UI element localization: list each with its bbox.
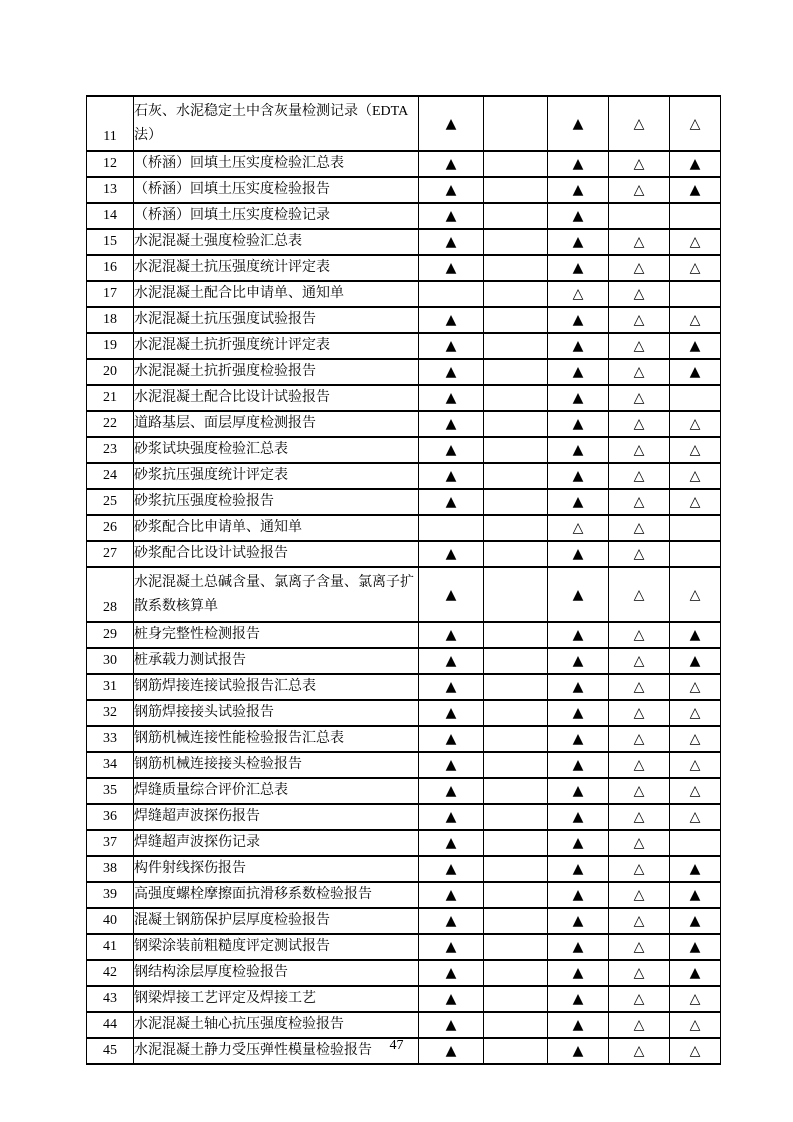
row-number: 41 xyxy=(87,934,134,960)
table-row xyxy=(87,177,721,203)
hollow-triangle-mark: △ xyxy=(609,804,670,830)
filled-triangle-mark: ▲ xyxy=(670,151,721,177)
row-number: 20 xyxy=(87,359,134,385)
filled-triangle-mark: ▲ xyxy=(419,856,484,882)
empty-mark-cell xyxy=(484,960,548,986)
row-number: 29 xyxy=(87,622,134,648)
hollow-triangle-mark: △ xyxy=(609,96,670,151)
filled-triangle-mark: ▲ xyxy=(419,177,484,203)
filled-triangle-mark: ▲ xyxy=(670,908,721,934)
record-name: （桥涵）回填土压实度检验汇总表 xyxy=(134,151,419,177)
filled-triangle-mark: ▲ xyxy=(548,489,609,515)
row-number: 43 xyxy=(87,986,134,1012)
filled-triangle-mark: ▲ xyxy=(419,726,484,752)
filled-triangle-mark: ▲ xyxy=(548,307,609,333)
row-number: 16 xyxy=(87,255,134,281)
filled-triangle-mark: ▲ xyxy=(419,307,484,333)
page-number: 47 xyxy=(389,1038,404,1053)
empty-mark-cell xyxy=(609,203,670,229)
table-row xyxy=(87,726,721,752)
table-row xyxy=(87,908,721,934)
hollow-triangle-mark: △ xyxy=(670,986,721,1012)
hollow-triangle-mark: △ xyxy=(609,908,670,934)
filled-triangle-mark: ▲ xyxy=(670,333,721,359)
table-row xyxy=(87,255,721,281)
filled-triangle-mark: ▲ xyxy=(419,960,484,986)
hollow-triangle-mark: △ xyxy=(609,151,670,177)
filled-triangle-mark: ▲ xyxy=(419,385,484,411)
empty-mark-cell xyxy=(484,411,548,437)
empty-mark-cell xyxy=(484,359,548,385)
empty-mark-cell xyxy=(484,333,548,359)
filled-triangle-mark: ▲ xyxy=(548,1012,609,1038)
hollow-triangle-mark: △ xyxy=(609,229,670,255)
filled-triangle-mark: ▲ xyxy=(548,203,609,229)
record-name: 钢梁涂装前粗糙度评定测试报告 xyxy=(134,934,419,960)
row-number: 40 xyxy=(87,908,134,934)
filled-triangle-mark: ▲ xyxy=(419,359,484,385)
empty-mark-cell xyxy=(484,463,548,489)
row-number: 13 xyxy=(87,177,134,203)
empty-mark-cell xyxy=(484,700,548,726)
filled-triangle-mark: ▲ xyxy=(419,541,484,567)
filled-triangle-mark: ▲ xyxy=(419,255,484,281)
hollow-triangle-mark: △ xyxy=(670,726,721,752)
filled-triangle-mark: ▲ xyxy=(419,567,484,622)
filled-triangle-mark: ▲ xyxy=(419,1012,484,1038)
row-number: 39 xyxy=(87,882,134,908)
hollow-triangle-mark: △ xyxy=(609,255,670,281)
empty-mark-cell xyxy=(419,515,484,541)
hollow-triangle-mark: △ xyxy=(670,411,721,437)
inspection-records-table xyxy=(86,95,721,1065)
hollow-triangle-mark: △ xyxy=(609,437,670,463)
row-number: 30 xyxy=(87,648,134,674)
filled-triangle-mark: ▲ xyxy=(548,463,609,489)
filled-triangle-mark: ▲ xyxy=(419,804,484,830)
filled-triangle-mark: ▲ xyxy=(548,151,609,177)
record-name: 石灰、水泥稳定土中含灰量检测记录（EDTA法） xyxy=(134,96,419,151)
hollow-triangle-mark: △ xyxy=(548,515,609,541)
row-number: 23 xyxy=(87,437,134,463)
record-name: 构件射线探伤报告 xyxy=(134,856,419,882)
filled-triangle-mark: ▲ xyxy=(548,333,609,359)
hollow-triangle-mark: △ xyxy=(670,96,721,151)
filled-triangle-mark: ▲ xyxy=(548,385,609,411)
empty-mark-cell xyxy=(484,830,548,856)
row-number: 14 xyxy=(87,203,134,229)
record-name: 砂浆配合比申请单、通知单 xyxy=(134,515,419,541)
empty-mark-cell xyxy=(484,908,548,934)
filled-triangle-mark: ▲ xyxy=(548,804,609,830)
filled-triangle-mark: ▲ xyxy=(419,437,484,463)
record-name: 水泥混凝土抗折强度统计评定表 xyxy=(134,333,419,359)
record-name: 砂浆配合比设计试验报告 xyxy=(134,541,419,567)
empty-mark-cell xyxy=(670,515,721,541)
filled-triangle-mark: ▲ xyxy=(419,96,484,151)
row-number: 37 xyxy=(87,830,134,856)
table-row xyxy=(87,489,721,515)
filled-triangle-mark: ▲ xyxy=(548,229,609,255)
filled-triangle-mark: ▲ xyxy=(670,934,721,960)
empty-mark-cell xyxy=(484,934,548,960)
row-number: 45 xyxy=(87,1038,134,1064)
hollow-triangle-mark: △ xyxy=(670,229,721,255)
record-name: 砂浆抗压强度检验报告 xyxy=(134,489,419,515)
hollow-triangle-mark: △ xyxy=(670,674,721,700)
empty-mark-cell xyxy=(484,856,548,882)
hollow-triangle-mark: △ xyxy=(609,934,670,960)
record-name: 钢筋机械连接接头检验报告 xyxy=(134,752,419,778)
record-name: 钢结构涂层厚度检验报告 xyxy=(134,960,419,986)
table-row xyxy=(87,674,721,700)
table-row xyxy=(87,333,721,359)
hollow-triangle-mark: △ xyxy=(609,674,670,700)
empty-mark-cell xyxy=(484,622,548,648)
table-row xyxy=(87,934,721,960)
hollow-triangle-mark: △ xyxy=(609,1038,670,1064)
hollow-triangle-mark: △ xyxy=(670,700,721,726)
hollow-triangle-mark: △ xyxy=(609,333,670,359)
filled-triangle-mark: ▲ xyxy=(548,648,609,674)
filled-triangle-mark: ▲ xyxy=(548,908,609,934)
hollow-triangle-mark: △ xyxy=(548,281,609,307)
row-number: 42 xyxy=(87,960,134,986)
row-number: 38 xyxy=(87,856,134,882)
filled-triangle-mark: ▲ xyxy=(548,255,609,281)
hollow-triangle-mark: △ xyxy=(609,986,670,1012)
empty-mark-cell xyxy=(484,804,548,830)
table-row xyxy=(87,385,721,411)
table-row xyxy=(87,541,721,567)
record-name: 砂浆抗压强度统计评定表 xyxy=(134,463,419,489)
record-name: 水泥混凝土静力受压弹性模量检验报告 xyxy=(134,1038,419,1064)
filled-triangle-mark: ▲ xyxy=(548,674,609,700)
hollow-triangle-mark: △ xyxy=(609,856,670,882)
record-name: 水泥混凝土轴心抗压强度检验报告 xyxy=(134,1012,419,1038)
empty-mark-cell xyxy=(484,203,548,229)
hollow-triangle-mark: △ xyxy=(609,281,670,307)
record-name: 水泥混凝土抗压强度统计评定表 xyxy=(134,255,419,281)
hollow-triangle-mark: △ xyxy=(609,307,670,333)
table-row xyxy=(87,986,721,1012)
hollow-triangle-mark: △ xyxy=(609,541,670,567)
filled-triangle-mark: ▲ xyxy=(548,437,609,463)
filled-triangle-mark: ▲ xyxy=(419,830,484,856)
filled-triangle-mark: ▲ xyxy=(670,622,721,648)
empty-mark-cell xyxy=(484,778,548,804)
hollow-triangle-mark: △ xyxy=(670,307,721,333)
hollow-triangle-mark: △ xyxy=(609,882,670,908)
record-name: 桩承载力测试报告 xyxy=(134,648,419,674)
filled-triangle-mark: ▲ xyxy=(548,726,609,752)
table-row xyxy=(87,151,721,177)
filled-triangle-mark: ▲ xyxy=(548,541,609,567)
record-name: 水泥混凝土配合比设计试验报告 xyxy=(134,385,419,411)
empty-mark-cell xyxy=(670,541,721,567)
filled-triangle-mark: ▲ xyxy=(419,489,484,515)
records-table-body xyxy=(87,96,721,1064)
empty-mark-cell xyxy=(484,726,548,752)
table-row xyxy=(87,830,721,856)
empty-mark-cell xyxy=(670,830,721,856)
table-row xyxy=(87,856,721,882)
record-name: 桩身完整性检测报告 xyxy=(134,622,419,648)
filled-triangle-mark: ▲ xyxy=(419,203,484,229)
hollow-triangle-mark: △ xyxy=(609,515,670,541)
empty-mark-cell xyxy=(419,281,484,307)
empty-mark-cell xyxy=(484,307,548,333)
row-number: 18 xyxy=(87,307,134,333)
table-row xyxy=(87,960,721,986)
hollow-triangle-mark: △ xyxy=(670,437,721,463)
row-number: 22 xyxy=(87,411,134,437)
hollow-triangle-mark: △ xyxy=(670,255,721,281)
row-number: 24 xyxy=(87,463,134,489)
hollow-triangle-mark: △ xyxy=(670,463,721,489)
filled-triangle-mark: ▲ xyxy=(548,830,609,856)
hollow-triangle-mark: △ xyxy=(670,567,721,622)
filled-triangle-mark: ▲ xyxy=(548,359,609,385)
filled-triangle-mark: ▲ xyxy=(419,622,484,648)
hollow-triangle-mark: △ xyxy=(609,359,670,385)
hollow-triangle-mark: △ xyxy=(609,752,670,778)
table-row xyxy=(87,622,721,648)
hollow-triangle-mark: △ xyxy=(609,778,670,804)
hollow-triangle-mark: △ xyxy=(670,804,721,830)
filled-triangle-mark: ▲ xyxy=(419,752,484,778)
empty-mark-cell xyxy=(484,541,548,567)
filled-triangle-mark: ▲ xyxy=(419,882,484,908)
row-number: 27 xyxy=(87,541,134,567)
row-number: 31 xyxy=(87,674,134,700)
record-name: 钢筋焊接接头试验报告 xyxy=(134,700,419,726)
row-number: 15 xyxy=(87,229,134,255)
row-number: 35 xyxy=(87,778,134,804)
filled-triangle-mark: ▲ xyxy=(548,778,609,804)
hollow-triangle-mark: △ xyxy=(670,489,721,515)
row-number: 19 xyxy=(87,333,134,359)
table-row xyxy=(87,778,721,804)
table-row xyxy=(87,229,721,255)
empty-mark-cell xyxy=(484,96,548,151)
record-name: （桥涵）回填土压实度检验记录 xyxy=(134,203,419,229)
empty-mark-cell xyxy=(484,151,548,177)
filled-triangle-mark: ▲ xyxy=(670,648,721,674)
filled-triangle-mark: ▲ xyxy=(548,96,609,151)
hollow-triangle-mark: △ xyxy=(670,752,721,778)
table-row xyxy=(87,804,721,830)
record-name: （桥涵）回填土压实度检验报告 xyxy=(134,177,419,203)
filled-triangle-mark: ▲ xyxy=(548,411,609,437)
row-number: 26 xyxy=(87,515,134,541)
empty-mark-cell xyxy=(484,567,548,622)
table-row xyxy=(87,648,721,674)
hollow-triangle-mark: △ xyxy=(609,726,670,752)
row-number: 36 xyxy=(87,804,134,830)
hollow-triangle-mark: △ xyxy=(609,960,670,986)
empty-mark-cell xyxy=(484,229,548,255)
hollow-triangle-mark: △ xyxy=(609,463,670,489)
table-row xyxy=(87,359,721,385)
empty-mark-cell xyxy=(670,281,721,307)
hollow-triangle-mark: △ xyxy=(609,489,670,515)
row-number: 12 xyxy=(87,151,134,177)
record-name: 水泥混凝土配合比申请单、通知单 xyxy=(134,281,419,307)
filled-triangle-mark: ▲ xyxy=(670,177,721,203)
empty-mark-cell xyxy=(484,515,548,541)
filled-triangle-mark: ▲ xyxy=(670,856,721,882)
hollow-triangle-mark: △ xyxy=(609,648,670,674)
filled-triangle-mark: ▲ xyxy=(419,778,484,804)
record-name: 焊缝质量综合评价汇总表 xyxy=(134,778,419,804)
empty-mark-cell xyxy=(670,203,721,229)
empty-mark-cell xyxy=(484,648,548,674)
filled-triangle-mark: ▲ xyxy=(419,229,484,255)
filled-triangle-mark: ▲ xyxy=(548,1038,609,1064)
row-number: 44 xyxy=(87,1012,134,1038)
filled-triangle-mark: ▲ xyxy=(419,908,484,934)
record-name: 混凝土钢筋保护层厚度检验报告 xyxy=(134,908,419,934)
hollow-triangle-mark: △ xyxy=(609,385,670,411)
filled-triangle-mark: ▲ xyxy=(670,882,721,908)
filled-triangle-mark: ▲ xyxy=(419,411,484,437)
filled-triangle-mark: ▲ xyxy=(548,934,609,960)
table-row xyxy=(87,1012,721,1038)
table-row xyxy=(87,700,721,726)
empty-mark-cell xyxy=(484,489,548,515)
hollow-triangle-mark: △ xyxy=(609,830,670,856)
empty-mark-cell xyxy=(484,255,548,281)
filled-triangle-mark: ▲ xyxy=(419,151,484,177)
filled-triangle-mark: ▲ xyxy=(548,882,609,908)
table-row xyxy=(87,203,721,229)
filled-triangle-mark: ▲ xyxy=(670,960,721,986)
record-name: 水泥混凝土强度检验汇总表 xyxy=(134,229,419,255)
table-row xyxy=(87,307,721,333)
empty-mark-cell xyxy=(670,385,721,411)
hollow-triangle-mark: △ xyxy=(670,1012,721,1038)
record-name: 水泥混凝土抗折强度检验报告 xyxy=(134,359,419,385)
empty-mark-cell xyxy=(484,1012,548,1038)
filled-triangle-mark: ▲ xyxy=(419,674,484,700)
row-number: 25 xyxy=(87,489,134,515)
hollow-triangle-mark: △ xyxy=(609,411,670,437)
empty-mark-cell xyxy=(484,385,548,411)
empty-mark-cell xyxy=(484,674,548,700)
row-number: 28 xyxy=(87,567,134,622)
empty-mark-cell xyxy=(484,882,548,908)
table-row xyxy=(87,437,721,463)
filled-triangle-mark: ▲ xyxy=(548,986,609,1012)
filled-triangle-mark: ▲ xyxy=(548,622,609,648)
hollow-triangle-mark: △ xyxy=(670,778,721,804)
hollow-triangle-mark: △ xyxy=(670,1038,721,1064)
row-number: 17 xyxy=(87,281,134,307)
hollow-triangle-mark: △ xyxy=(609,177,670,203)
row-number: 33 xyxy=(87,726,134,752)
filled-triangle-mark: ▲ xyxy=(548,567,609,622)
filled-triangle-mark: ▲ xyxy=(548,700,609,726)
empty-mark-cell xyxy=(484,281,548,307)
row-number: 21 xyxy=(87,385,134,411)
filled-triangle-mark: ▲ xyxy=(548,856,609,882)
filled-triangle-mark: ▲ xyxy=(419,333,484,359)
record-name: 钢筋焊接连接试验报告汇总表 xyxy=(134,674,419,700)
record-name: 水泥混凝土抗压强度试验报告 xyxy=(134,307,419,333)
hollow-triangle-mark: △ xyxy=(609,700,670,726)
table-row xyxy=(87,752,721,778)
table-row xyxy=(87,515,721,541)
record-name: 焊缝超声波探伤报告 xyxy=(134,804,419,830)
table-row xyxy=(87,96,721,151)
record-name: 焊缝超声波探伤记录 xyxy=(134,830,419,856)
table-row xyxy=(87,882,721,908)
filled-triangle-mark: ▲ xyxy=(419,463,484,489)
table-row xyxy=(87,281,721,307)
filled-triangle-mark: ▲ xyxy=(419,934,484,960)
filled-triangle-mark: ▲ xyxy=(419,1038,484,1064)
hollow-triangle-mark: △ xyxy=(609,567,670,622)
filled-triangle-mark: ▲ xyxy=(419,648,484,674)
filled-triangle-mark: ▲ xyxy=(548,960,609,986)
table-row xyxy=(87,411,721,437)
hollow-triangle-mark: △ xyxy=(609,622,670,648)
table-row xyxy=(87,567,721,622)
row-number: 34 xyxy=(87,752,134,778)
filled-triangle-mark: ▲ xyxy=(548,177,609,203)
record-name: 砂浆试块强度检验汇总表 xyxy=(134,437,419,463)
record-name: 道路基层、面层厚度检测报告 xyxy=(134,411,419,437)
record-name: 高强度螺栓摩擦面抗滑移系数检验报告 xyxy=(134,882,419,908)
row-number: 11 xyxy=(87,96,134,151)
empty-mark-cell xyxy=(484,986,548,1012)
filled-triangle-mark: ▲ xyxy=(419,700,484,726)
record-name: 水泥混凝土总碱含量、氯离子含量、氯离子扩散系数核算单 xyxy=(134,567,419,622)
row-number: 32 xyxy=(87,700,134,726)
filled-triangle-mark: ▲ xyxy=(670,359,721,385)
hollow-triangle-mark: △ xyxy=(609,1012,670,1038)
filled-triangle-mark: ▲ xyxy=(419,986,484,1012)
empty-mark-cell xyxy=(484,437,548,463)
record-name: 钢筋机械连接性能检验报告汇总表 xyxy=(134,726,419,752)
filled-triangle-mark: ▲ xyxy=(548,752,609,778)
record-name: 钢梁焊接工艺评定及焊接工艺 xyxy=(134,986,419,1012)
empty-mark-cell xyxy=(484,177,548,203)
table-row xyxy=(87,463,721,489)
empty-mark-cell xyxy=(484,752,548,778)
